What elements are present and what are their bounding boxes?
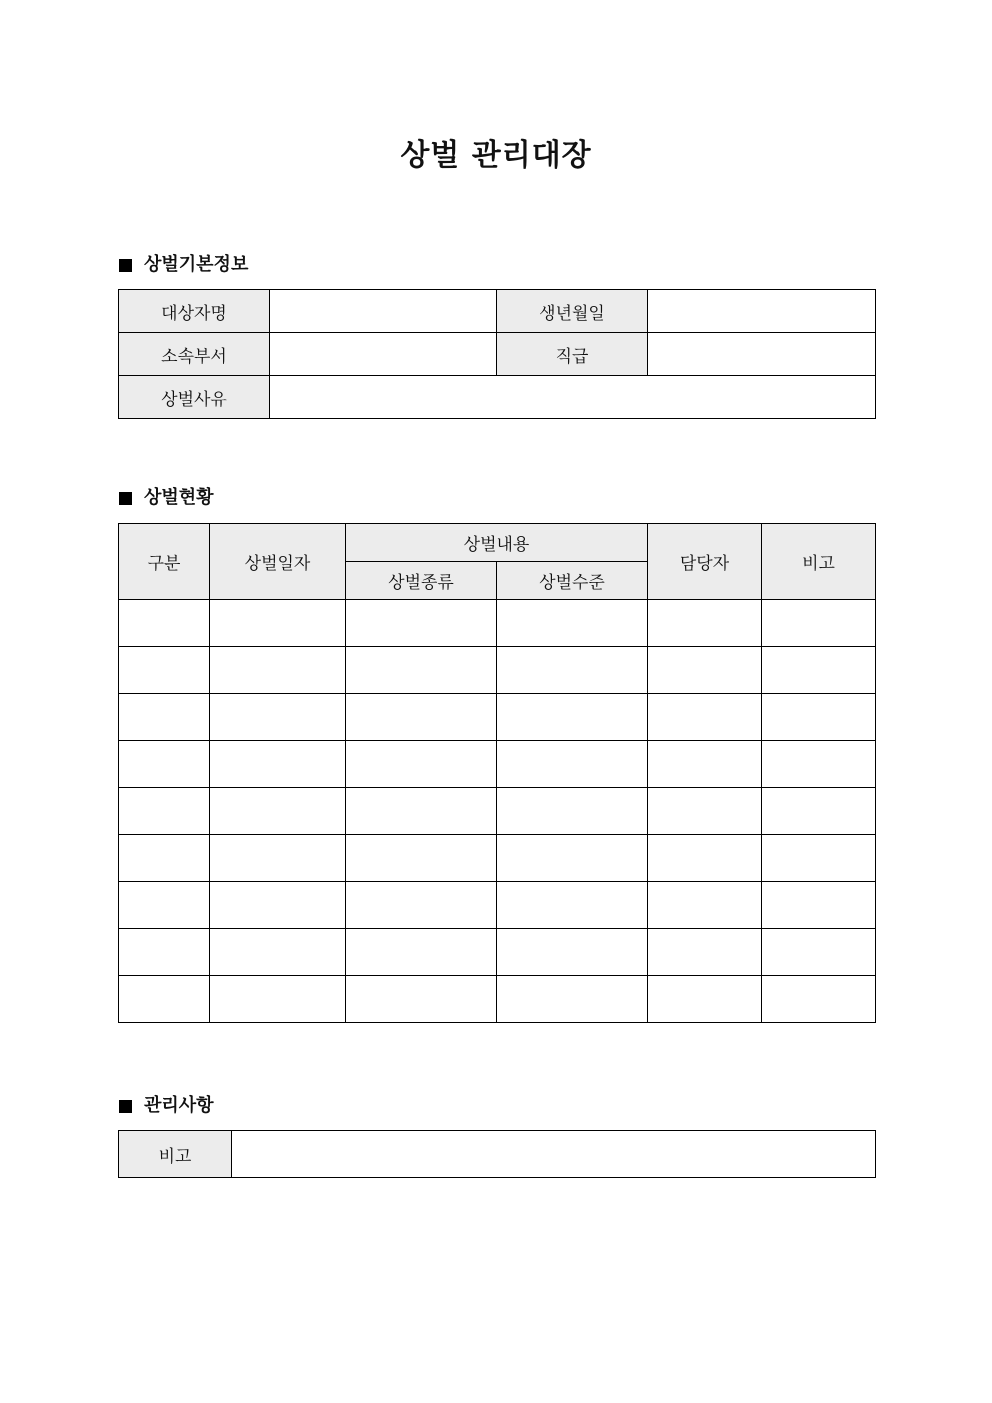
status-cell-manager[interactable] (648, 694, 762, 741)
status-cell-level[interactable] (497, 741, 648, 788)
basic-info-table (118, 289, 876, 419)
status-cell-type[interactable] (346, 882, 497, 929)
status-cell-remarks[interactable] (762, 694, 876, 741)
birth-field[interactable] (648, 290, 876, 333)
status-cell-date[interactable] (210, 976, 346, 1023)
table-header-row (119, 524, 876, 562)
status-cell-level[interactable] (497, 882, 648, 929)
status-cell-category[interactable] (119, 835, 210, 882)
table-row (119, 929, 876, 976)
status-table (118, 523, 876, 1023)
remarks-field[interactable] (232, 1131, 876, 1178)
table-row (119, 882, 876, 929)
status-cell-manager[interactable] (648, 882, 762, 929)
department-label: 소속부서 (119, 333, 270, 376)
status-cell-remarks[interactable] (762, 647, 876, 694)
status-cell-type[interactable] (346, 976, 497, 1023)
header-manager: 담당자 (648, 524, 762, 600)
status-cell-date[interactable] (210, 600, 346, 647)
status-cell-type[interactable] (346, 835, 497, 882)
table-row (119, 835, 876, 882)
status-cell-category[interactable] (119, 600, 210, 647)
table-row (119, 976, 876, 1023)
status-cell-date[interactable] (210, 741, 346, 788)
header-category: 구분 (119, 524, 210, 600)
table-row (119, 333, 876, 376)
status-cell-level[interactable] (497, 788, 648, 835)
birth-label: 생년월일 (497, 290, 648, 333)
section-heading-label: 상벌현황 (144, 487, 214, 508)
square-bullet-icon (119, 492, 132, 505)
table-row (119, 647, 876, 694)
status-cell-date[interactable] (210, 835, 346, 882)
status-cell-remarks[interactable] (762, 882, 876, 929)
status-cell-date[interactable] (210, 788, 346, 835)
status-cell-date[interactable] (210, 647, 346, 694)
status-cell-remarks[interactable] (762, 600, 876, 647)
status-cell-manager[interactable] (648, 929, 762, 976)
status-cell-category[interactable] (119, 976, 210, 1023)
status-cell-category[interactable] (119, 694, 210, 741)
status-cell-category[interactable] (119, 929, 210, 976)
section-heading-label: 관리사항 (144, 1095, 214, 1116)
status-cell-category[interactable] (119, 647, 210, 694)
status-cell-type[interactable] (346, 788, 497, 835)
status-cell-manager[interactable] (648, 741, 762, 788)
square-bullet-icon (119, 259, 132, 272)
status-cell-level[interactable] (497, 929, 648, 976)
table-row (119, 788, 876, 835)
status-cell-level[interactable] (497, 694, 648, 741)
status-cell-level[interactable] (497, 647, 648, 694)
table-row (119, 376, 876, 419)
status-cell-remarks[interactable] (762, 929, 876, 976)
department-field[interactable] (270, 333, 497, 376)
header-type: 상벌종류 (346, 562, 497, 600)
header-date: 상벌일자 (210, 524, 346, 600)
status-cell-type[interactable] (346, 929, 497, 976)
header-remarks: 비고 (762, 524, 876, 600)
status-cell-manager[interactable] (648, 647, 762, 694)
table-row (119, 694, 876, 741)
table-row (119, 290, 876, 333)
section-heading-basic-info (119, 253, 248, 277)
status-cell-date[interactable] (210, 882, 346, 929)
remarks-label: 비고 (119, 1131, 232, 1178)
status-cell-category[interactable] (119, 741, 210, 788)
status-cell-remarks[interactable] (762, 741, 876, 788)
position-field[interactable] (648, 333, 876, 376)
section-heading-management (119, 1094, 214, 1118)
status-cell-manager[interactable] (648, 976, 762, 1023)
square-bullet-icon (119, 1100, 132, 1113)
page-title: 상벌 관리대장 (400, 138, 592, 173)
name-label: 대상자명 (119, 290, 270, 333)
header-content: 상벌내용 (346, 524, 648, 562)
position-label: 직급 (497, 333, 648, 376)
status-cell-remarks[interactable] (762, 976, 876, 1023)
table-row (119, 741, 876, 788)
status-cell-manager[interactable] (648, 600, 762, 647)
status-cell-date[interactable] (210, 694, 346, 741)
status-cell-remarks[interactable] (762, 788, 876, 835)
table-row (119, 600, 876, 647)
table-row (119, 1131, 876, 1178)
status-cell-date[interactable] (210, 929, 346, 976)
status-cell-category[interactable] (119, 882, 210, 929)
status-cell-type[interactable] (346, 647, 497, 694)
management-table (118, 1130, 876, 1178)
status-cell-level[interactable] (497, 600, 648, 647)
name-field[interactable] (270, 290, 497, 333)
reason-label: 상벌사유 (119, 376, 270, 419)
section-heading-status (119, 486, 214, 510)
section-heading-label: 상벌기본정보 (144, 254, 249, 275)
status-cell-type[interactable] (346, 694, 497, 741)
reason-field[interactable] (270, 376, 876, 419)
status-cell-manager[interactable] (648, 788, 762, 835)
status-cell-type[interactable] (346, 600, 497, 647)
status-cell-level[interactable] (497, 835, 648, 882)
status-cell-remarks[interactable] (762, 835, 876, 882)
status-cell-type[interactable] (346, 741, 497, 788)
status-cell-manager[interactable] (648, 835, 762, 882)
status-cell-level[interactable] (497, 976, 648, 1023)
status-cell-category[interactable] (119, 788, 210, 835)
header-level: 상벌수준 (497, 562, 648, 600)
